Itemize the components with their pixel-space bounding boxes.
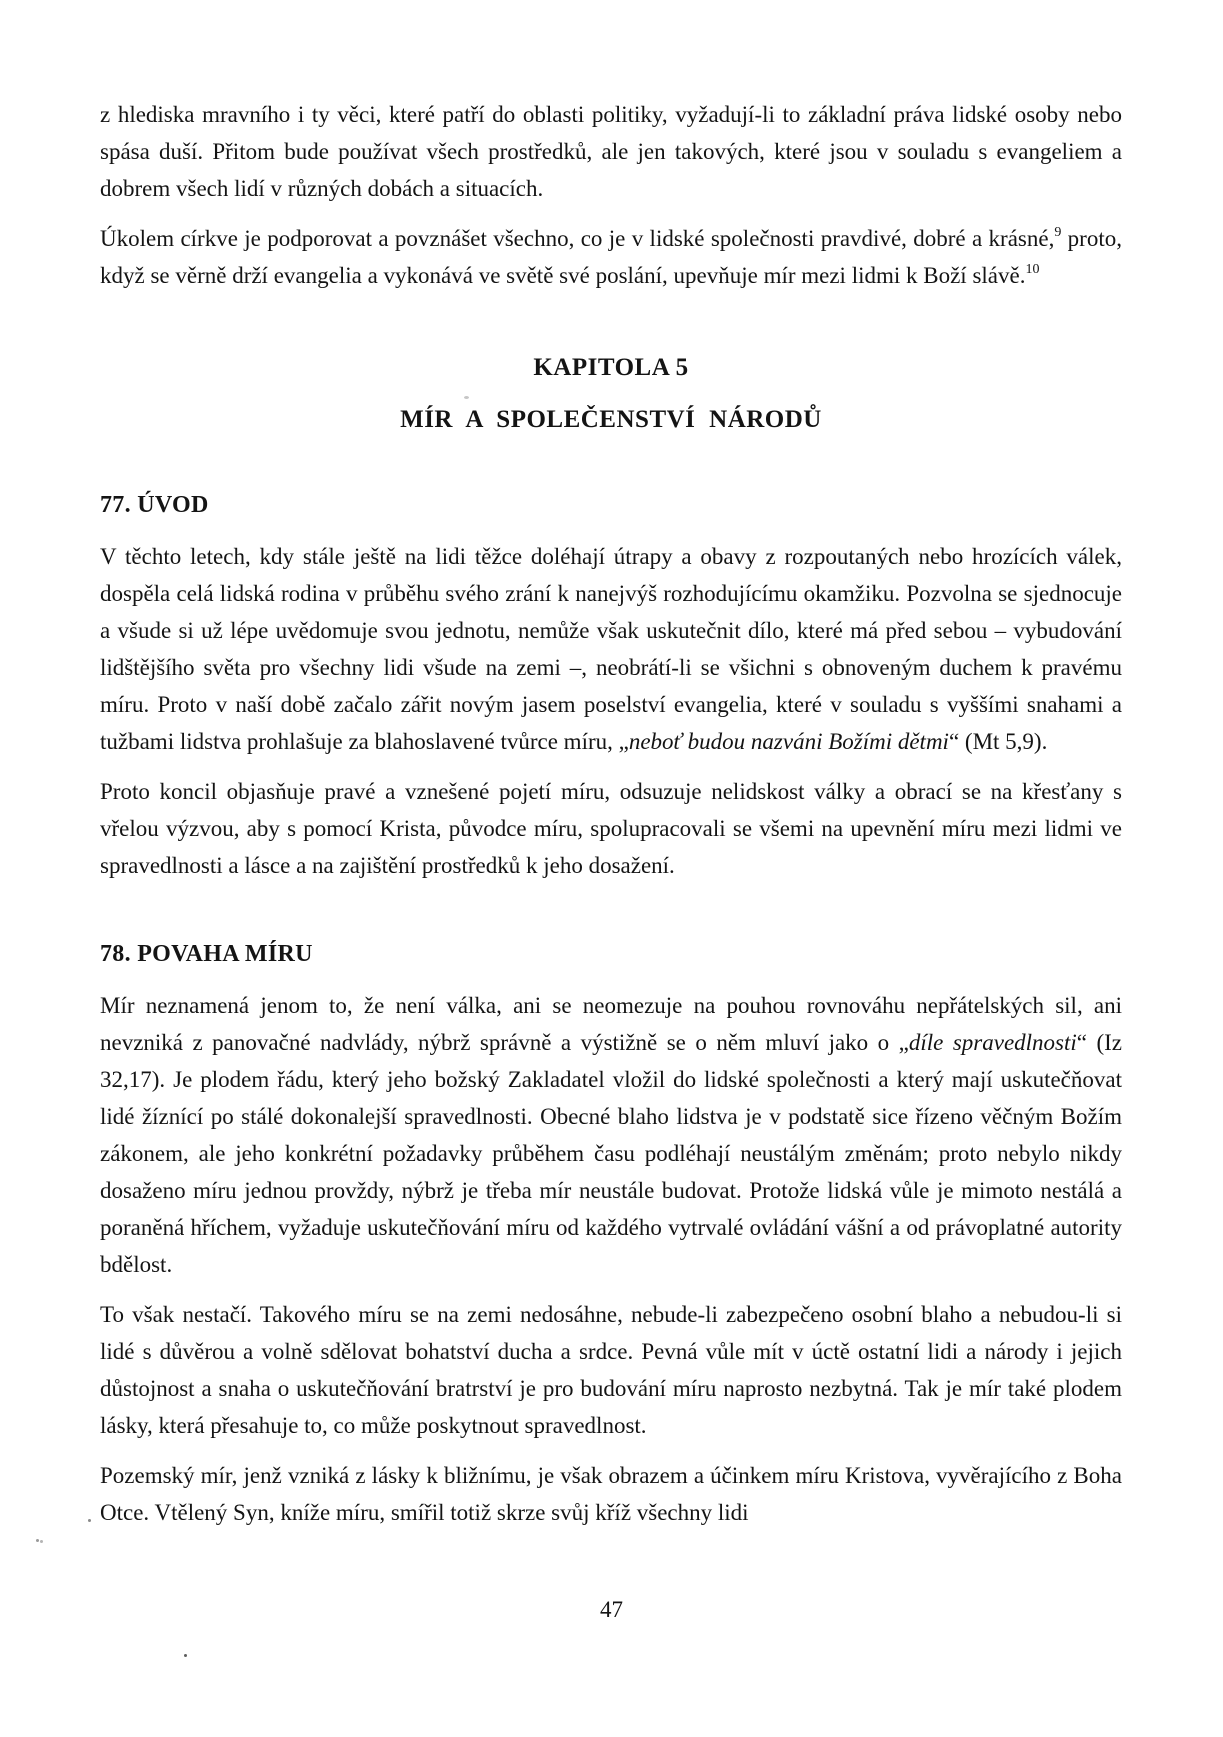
chapter-title: MÍR A SPOLEČENSTVÍ NÁRODŮ [400,406,822,433]
text-run: “ (Iz 32,17). Je plodem řádu, který jeho božský Zakladatel vložil do lidské společnosti a který mají uskutečňovat lidé žíznící po stálé dokonalejší spravedlnosti. Obecné blaho lidstva je v podstatě sice řízeno věčným Božím zákonem, ale jeho konkrétní požadavky průběhem času podléhají neustálým změnám; proto nebylo nikdy dosaženo míru jednou provždy, nýbrž je třeba mír neustále budovat. Protože lidská vůle je mimoto nestálá a poraněná hříchem, vyžaduje uskutečňování míru od každého vytrvalé ovládání vášní a od právoplatné autority bdělost. [100,1030,1122,1277]
text-run: V těchto letech, kdy stále ještě na lidi těžce doléhají útrapy a obavy z rozpoutaných nebo hrozících válek, dospěla celá lidská rodina v průběhu svého zrání k nanejvýš rozhodujícímu okamžiku. Pozvolna se sjednocuje a všude si už lépe uvědomuje svou jednotu, nemůže však uskutečnit dílo, které má před sebou – vybudování lidštějšího světa pro všechny lidi všude na zemi –, neobrátí-li se všichni s obnoveným duchem k pravému míru. Proto v naší době začalo zářit novým jasem poselství evangelia, které v souladu s vyššími snahami a tužbami lidstva prohlašuje za blahoslavené tvůrce míru, „ [100,544,1122,754]
para-77-1 [100,538,1122,760]
section-heading-78: 78. POVAHA MÍRU [100,941,313,967]
para-78-3 [100,1457,1122,1531]
footnote-reference: 10 [1025,262,1040,277]
chapter-kicker: KAPITOLA 5 [533,354,689,381]
text-run: Mír neznamená jenom to, že není válka, ani se neomezuje na pouhou rovnováhu nepřátelských sil, ani nevzniká z panovačné nadvlády, nýbrž správně a výstižně se o něm mluví jako o „ [100,993,1122,1055]
para-carryover-2 [100,220,1122,294]
scripture-quote: neboť budou nazváni Božími dětmi [628,729,949,754]
scan-artifact [88,1519,91,1522]
scripture-quote: díle spravedlnosti [908,1030,1077,1055]
text-run: Úkolem církve je podporovat a povznášet všechno, co je v lidské společnosti pravdivé, dobré a krásné, [100,226,1055,251]
text-run: “ (Mt 5,9). [948,729,1048,754]
text-run: To však nestačí. Takového míru se na zemi nedosáhne, nebude-li zabezpečeno osobní blaho a nebudou-li si lidé s důvěrou a volně sdělovat bohatství ducha a srdce. Pevná vůle mít v úctě ostatní lidi a národy i jejich důstojnost a snaha o uskutečňování bratrství je pro budování míru naprosto nezbytná. Tak je mír také plodem lásky, která přesahuje to, co může poskytnout spravedlnost. [100,1302,1122,1438]
scan-artifact [464,396,469,399]
scan-artifact [36,1539,39,1542]
page-content [100,96,1122,1531]
footnote-reference: 9 [1054,225,1062,240]
section-heading-77: 77. ÚVOD [100,492,209,518]
para-77-2 [100,773,1122,884]
text-run: proto, když se věrně drží evangelia a vykonává ve světě své poslání, upevňuje mír mezi lidmi k Boží slávě. [100,226,1122,288]
para-78-1 [100,987,1122,1283]
para-78-2 [100,1296,1122,1444]
scan-artifact [184,1654,187,1657]
text-run: Pozemský mír, jenž vzniká z lásky k bližnímu, je však obrazem a účinkem míru Kristova, vyvěrajícího z Boha Otce. Vtělený Syn, kníže míru, smířil totiž skrze svůj kříž všechny lidi [100,1463,1122,1525]
text-run: z hlediska mravního i ty věci, které patří do oblasti politiky, vyžadují-li to základní práva lidské osoby nebo spása duší. Přitom bude používat všech prostředků, ale jen takových, které jsou v souladu s evangeliem a dobrem všech lidí v různých dobách a situacích. [100,102,1122,201]
text-run: Proto koncil objasňuje pravé a vznešené pojetí míru, odsuzuje nelidskost války a obrací se na křesťany s vřelou výzvou, aby s pomocí Krista, původce míru, spolupracovali se všemi na upevnění míru mezi lidmi ve spravedlnosti a lásce a na zajištění prostředků k jeho dosažení. [100,779,1122,878]
para-carryover-1 [100,96,1122,207]
page-number: 47 [600,1597,623,1622]
